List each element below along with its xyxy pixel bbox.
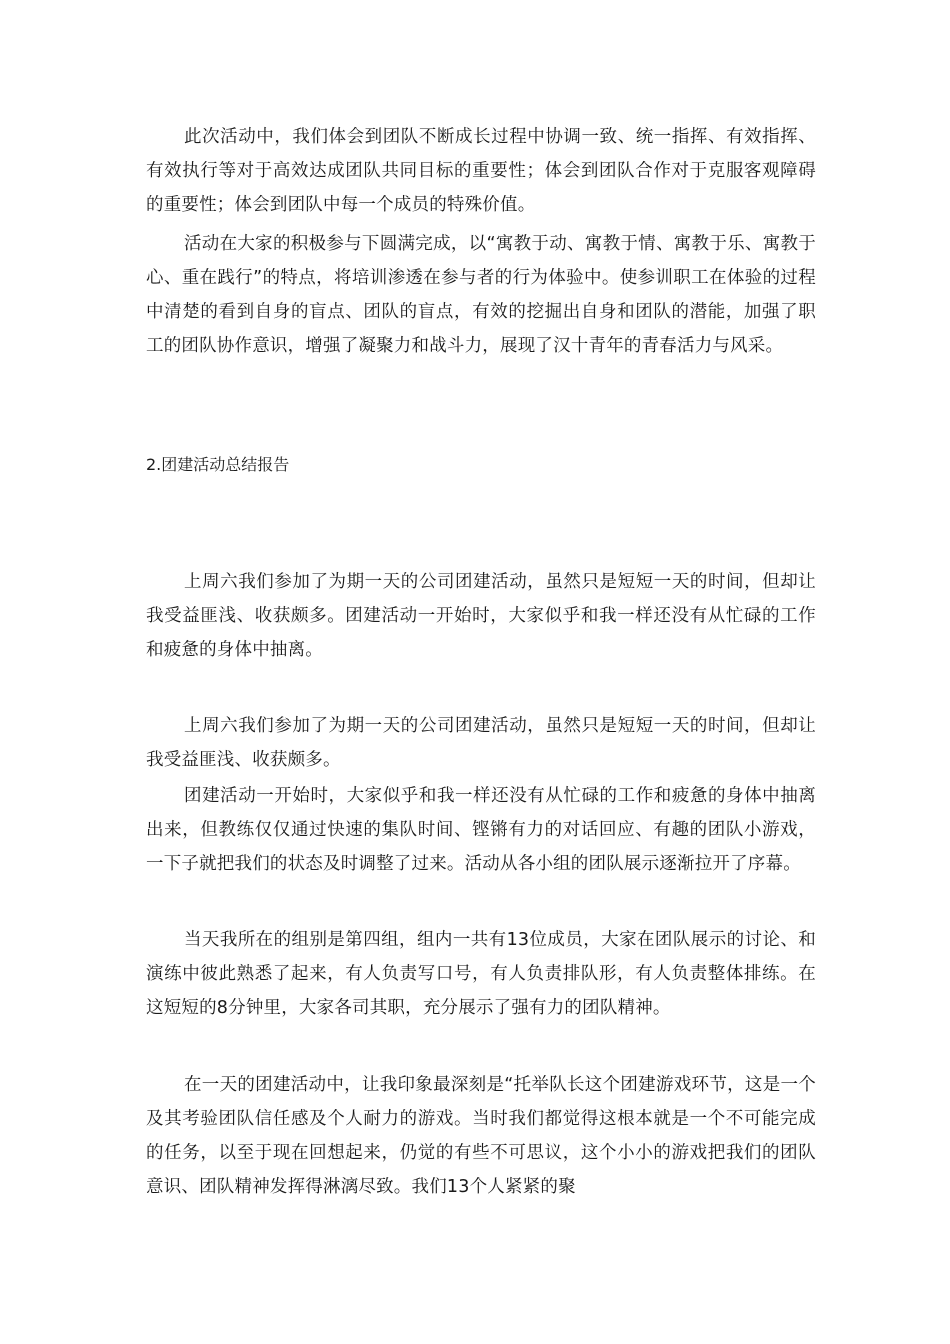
- paragraph: 上周六我们参加了为期一天的公司团建活动，虽然只是短短一天的时间，但却让我受益匪浅、收获颇多。团建活动一开始时，大家似乎和我一样还没有从忙碌的工作和疲惫的身体中抽离。: [146, 572, 816, 660]
- paragraph: 团建活动一开始时，大家似乎和我一样还没有从忙碌的工作和疲惫的身体中抽离出来，但教练仅仅通过快速的集队时间、铿锵有力的对话回应、有趣的团队小游戏，一下子就把我们的状态及时调整了过来。活动从各小组的团队展示逐渐拉开了序幕。: [146, 786, 816, 874]
- paragraph: 当天我所在的组别是第四组，组内一共有13位成员，大家在团队展示的讨论、和演练中彼此熟悉了起来，有人负责写口号，有人负责排队形，有人负责整体排练。在这短短的8分钟里，大家各司其职，充分展示了强有力的团队精神。: [146, 930, 816, 1018]
- section-heading: 2.团建活动总结报告: [146, 455, 290, 474]
- paragraph: 在一天的团建活动中，让我印象最深刻是“托举队长这个团建游戏环节，这是一个及其考验团队信任感及个人耐力的游戏。当时我们都觉得这根本就是一个不可能完成的任务，以至于现在回想起来，仍觉的有些不可思议，这个小小的游戏把我们的团队意识、团队精神发挥得淋漓尽致。我们13个人紧紧的聚: [146, 1075, 816, 1197]
- paragraph: 活动在大家的积极参与下圆满完成，以“寓教于动、寓教于情、寓教于乐、寓教于心、重在践行”的特点，将培训渗透在参与者的行为体验中。使参训职工在体验的过程中清楚的看到自身的盲点、团队的盲点，有效的挖掘出自身和团队的潜能，加强了职工的团队协作意识，增强了凝聚力和战斗力，展现了汉十青年的青春活力与风采。: [146, 234, 816, 356]
- paragraph: 上周六我们参加了为期一天的公司团建活动，虽然只是短短一天的时间，但却让我受益匪浅、收获颇多。: [146, 716, 816, 770]
- paragraph: 此次活动中，我们体会到团队不断成长过程中协调一致、统一指挥、有效指挥、有效执行等对于高效达成团队共同目标的重要性；体会到团队合作对于克服客观障碍的重要性；体会到团队中每一个成员的特殊价值。: [146, 127, 816, 215]
